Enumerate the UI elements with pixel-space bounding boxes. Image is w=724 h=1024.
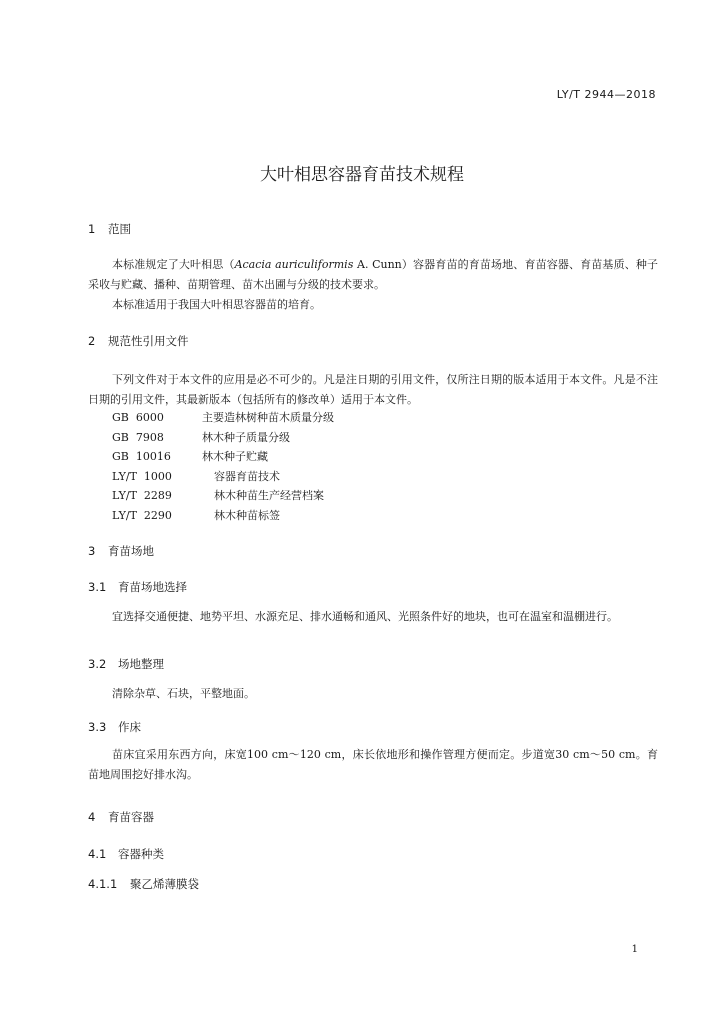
text-run: A. Cunn）容器育苗的育苗场地、育苗容器、育苗基质、种子采收与贮藏、播种、苗期管理、苗木出圃与分级的技术要求。	[88, 258, 658, 291]
reference-name: 容器育苗技术	[214, 469, 280, 483]
section-2-heading	[88, 333, 189, 349]
site-prep-paragraph: 清除杂草、石块，平整地面。	[112, 687, 255, 700]
bed-paragraph: 苗床宜采用东西方向，床宽100 cm～120 cm，床长依地形和操作管理方便而定。步道宽30 cm～50 cm。育苗地周围挖好排水沟。	[88, 748, 658, 781]
section-number: 3	[88, 544, 96, 558]
reference-name: 林木种苗标签	[214, 508, 280, 522]
reference-name: 主要造林树种苗木质量分级	[202, 411, 334, 424]
site-selection-paragraph: 宜选择交通便捷、地势平坦、水源充足、排水通畅和通风、光照条件好的地块，也可在温室和温棚进行。	[112, 610, 618, 623]
reference-name: 林木种子贮藏	[202, 450, 268, 463]
section-title: 育苗容器	[108, 810, 154, 824]
reference-code: GB 6000	[112, 411, 164, 424]
section-4-heading	[88, 809, 154, 825]
section-1-heading	[88, 221, 131, 237]
reference-name: 林木种苗生产经营档案	[214, 489, 324, 502]
page-number: 1	[631, 944, 638, 955]
section-number: 3.1	[88, 580, 107, 594]
section-number: 4.1.1	[88, 877, 118, 891]
section-title: 育苗场地选择	[118, 580, 187, 594]
section-title: 容器种类	[118, 847, 164, 861]
section-number: 4.1	[88, 847, 107, 861]
section-3-3-heading	[88, 719, 141, 735]
section-number: 1	[88, 222, 96, 236]
section-title: 场地整理	[118, 657, 164, 671]
section-title: 作床	[118, 720, 141, 734]
section-4-1-1-heading	[88, 876, 199, 892]
standard-code: LY/T 2944—2018	[556, 88, 656, 101]
section-4-1-heading	[88, 846, 164, 862]
reference-name: 林木种子质量分级	[202, 430, 290, 444]
section-title: 育苗场地	[108, 544, 154, 558]
scope-paragraph-1	[88, 255, 658, 295]
reference-code: LY/T 1000	[112, 469, 172, 483]
reference-code: GB 7908	[112, 430, 164, 444]
reference-code: LY/T 2290	[112, 508, 172, 522]
section-number: 4	[88, 810, 96, 824]
section-3-heading	[88, 543, 154, 559]
text-run: 本标准规定了大叶相思（	[112, 258, 235, 271]
reference-code: GB 10016	[112, 450, 171, 463]
latin-name: Acacia auriculiformis	[234, 258, 354, 271]
section-number: 2	[88, 334, 96, 348]
section-number: 3.2	[88, 657, 107, 671]
section-number: 3.3	[88, 720, 107, 734]
section-3-2-heading	[88, 656, 164, 672]
document-title: 大叶相思容器育苗技术规程	[260, 165, 464, 185]
section-title: 范围	[108, 222, 131, 236]
section-title: 规范性引用文件	[108, 334, 189, 348]
scope-paragraph-2: 本标准适用于我国大叶相思容器苗的培育。	[112, 298, 321, 311]
section-3-1-heading	[88, 579, 187, 595]
section-title: 聚乙烯薄膜袋	[130, 877, 199, 891]
reference-code: LY/T 2289	[112, 489, 172, 502]
references-intro: 下列文件对于本文件的应用是必不可少的。凡是注日期的引用文件，仅所注日期的版本适用于本文件。凡是不注日期的引用文件，其最新版本（包括所有的修改单）适用于本文件。	[88, 373, 658, 406]
